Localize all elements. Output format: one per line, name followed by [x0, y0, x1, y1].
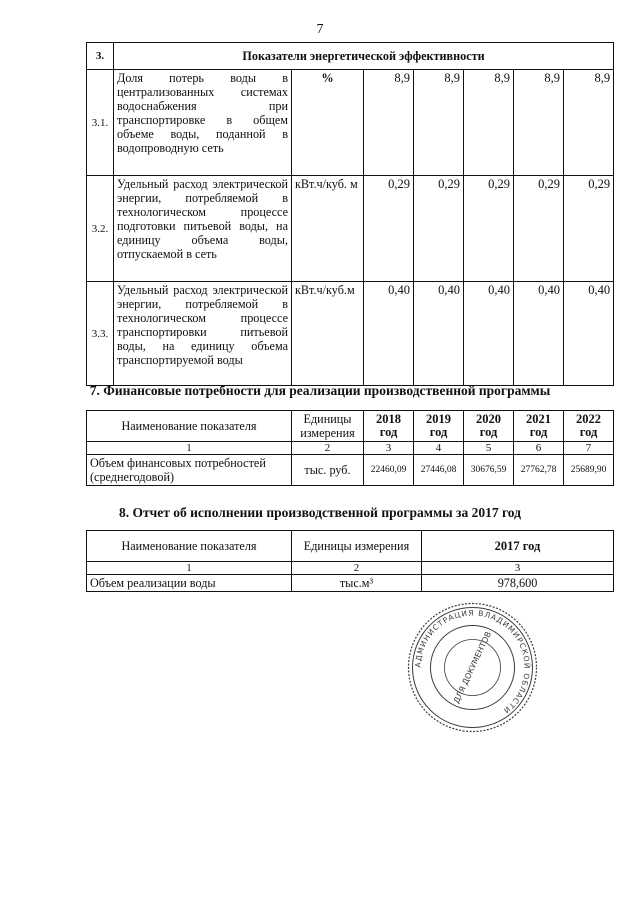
value-cell: 30676,59 [464, 455, 514, 486]
stamp-center-text: ДЛЯ ДОКУМЕНТОВ [451, 630, 494, 705]
row-number: 3.3. [87, 282, 114, 386]
column-index: 2 [292, 442, 364, 455]
value-cell: 0,40 [414, 282, 464, 386]
column-index: 5 [464, 442, 514, 455]
unit-cell: тыс. руб. [292, 455, 364, 486]
page-number: 7 [316, 22, 324, 37]
value-cell: 0,29 [364, 176, 414, 282]
year-header: 2019 год [414, 411, 464, 442]
value-cell: 0,29 [414, 176, 464, 282]
column-index-row [87, 442, 614, 455]
value-cell: 0,29 [564, 176, 614, 282]
unit-cell: тыс.м³ [292, 575, 422, 592]
indicator-name: Удельный расход электрической энергии, потребляемой в технологическом процессе транспортировки питьевой воды, на единицу объема транспортируемой воды [114, 282, 292, 386]
column-header: Наименование показателя [87, 531, 292, 562]
indicator-name: Объем реализации воды [87, 575, 292, 592]
value-cell: 8,9 [364, 70, 414, 176]
value-cell: 8,9 [464, 70, 514, 176]
year-header: 2017 год [422, 531, 614, 562]
value-cell: 0,29 [464, 176, 514, 282]
column-index: 4 [414, 442, 464, 455]
indicator-name: Объем финансовых потребностей (среднегодовой) [87, 455, 292, 486]
value-cell: 0,40 [564, 282, 614, 386]
value-cell: 8,9 [564, 70, 614, 176]
column-index-row [87, 562, 614, 575]
value-cell: 8,9 [514, 70, 564, 176]
value-cell: 0,29 [514, 176, 564, 282]
section-header-row [87, 43, 614, 70]
column-index: 3 [364, 442, 414, 455]
table-row [87, 575, 614, 592]
year-header: 2022 год [564, 411, 614, 442]
column-header: Наименование показателя [87, 411, 292, 442]
column-index: 3 [422, 562, 614, 575]
value-cell: 978,600 [422, 575, 614, 592]
column-index: 1 [87, 442, 292, 455]
row-number: 3.2. [87, 176, 114, 282]
value-cell: 27762,78 [514, 455, 564, 486]
column-header: Единицы измерения [292, 531, 422, 562]
value-cell: 22460,09 [364, 455, 414, 486]
column-index: 7 [564, 442, 614, 455]
section-7-title: 7. Финансовые потребности для реализации производственной программы [89, 383, 551, 398]
table-row [87, 176, 614, 282]
official-seal-stamp [405, 600, 540, 735]
value-cell: 27446,08 [414, 455, 464, 486]
indicator-name: Доля потерь воды в централизованных системах водоснабжения при транспортировке в общем объеме воды, поданной в водопроводную сеть [114, 70, 292, 176]
column-index: 1 [87, 562, 292, 575]
section-8-title: 8. Отчет об исполнении производственной программы за 2017 год [119, 505, 521, 520]
program-report-table [86, 530, 614, 592]
table-row [87, 455, 614, 486]
value-cell: 0,40 [364, 282, 414, 386]
unit-cell: кВт.ч/куб.м [292, 282, 364, 386]
column-index: 2 [292, 562, 422, 575]
table-header-row [87, 411, 614, 442]
year-header: 2018 год [364, 411, 414, 442]
column-index: 6 [514, 442, 564, 455]
stamp-ring-text: АДМИНИСТРАЦИЯ ВЛАДИМИРСКОЙ ОБЛАСТИ [413, 608, 532, 716]
section-title: Показатели энергетической эффективности [114, 43, 614, 70]
financial-needs-table [86, 410, 614, 486]
value-cell: 0,40 [514, 282, 564, 386]
year-header: 2021 год [514, 411, 564, 442]
energy-efficiency-table [86, 42, 614, 386]
table-header-row [87, 531, 614, 562]
unit-cell: кВт.ч/куб. м [292, 176, 364, 282]
indicator-name: Удельный расход электрической энергии, потребляемой в технологическом процессе подготовки питьевой воды, на единицу объема воды, отпускаемой в сеть [114, 176, 292, 282]
column-header: Единицы измерения [292, 411, 364, 442]
table-row [87, 70, 614, 176]
table-row [87, 282, 614, 386]
year-header: 2020 год [464, 411, 514, 442]
section-number: 3. [87, 43, 114, 70]
unit-cell: % [292, 70, 364, 176]
value-cell: 25689,90 [564, 455, 614, 486]
row-number: 3.1. [87, 70, 114, 176]
value-cell: 0,40 [464, 282, 514, 386]
value-cell: 8,9 [414, 70, 464, 176]
